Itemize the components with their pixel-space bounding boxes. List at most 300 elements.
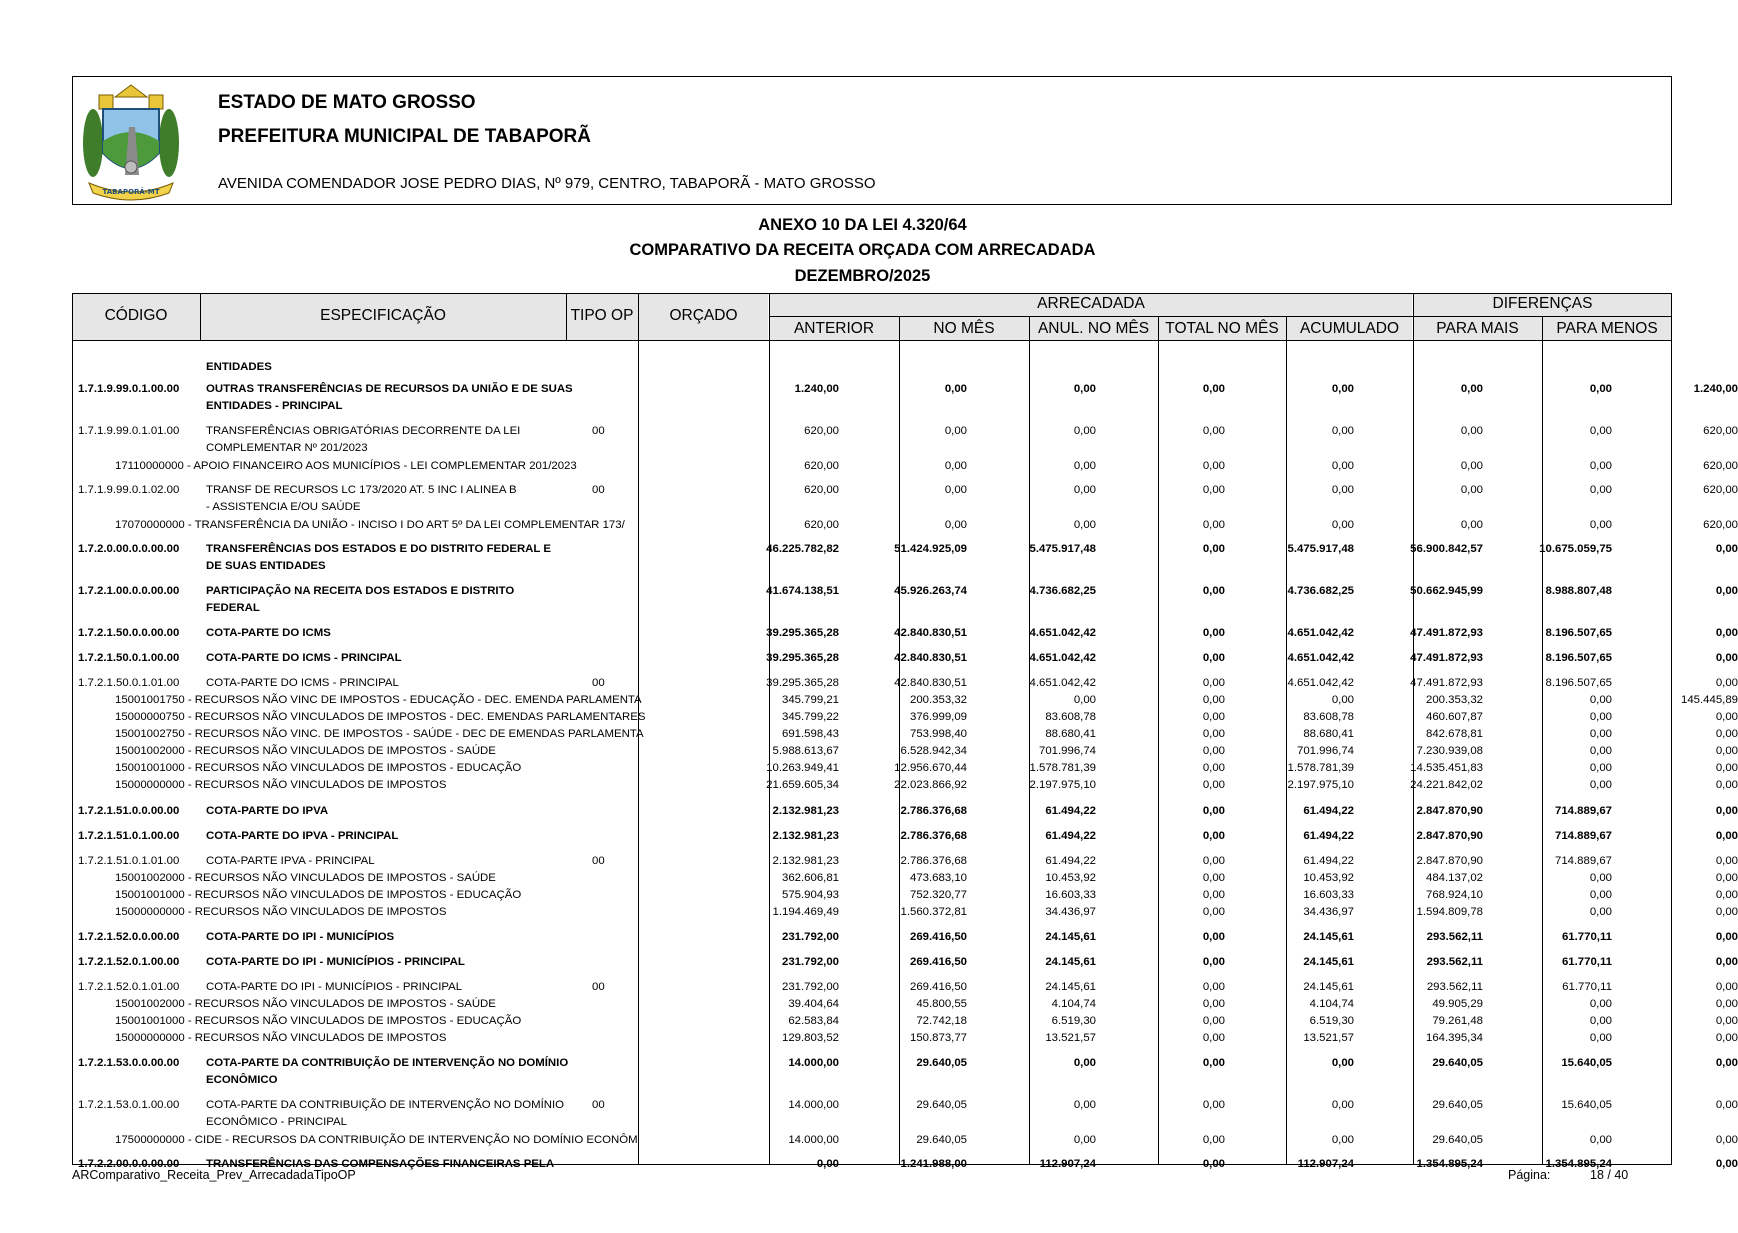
cell-total-no-mes: 0,00 [1331,425,1354,437]
cell-total-no-mes: 0,00 [1331,484,1354,496]
cell-anterior: 72.742,18 [916,1015,967,1027]
row-code: 1.7.2.1.53.0.1.00.00 [78,1099,180,1111]
row-specification-cont: - ASSISTENCIA E/OU SAÚDE [206,501,361,513]
cell-acumulado: 293.562,11 [1426,956,1483,968]
cell-acumulado: 14.535.451,83 [1410,762,1483,774]
cell-anterior: 376.999,09 [909,711,967,723]
cell-total-no-mes: 0,00 [1331,1134,1354,1146]
cell-total-no-mes: 0,00 [1331,460,1354,472]
cell-anul-no-mes: 0,00 [1202,956,1225,968]
cell-no-mes: 13.521,57 [1045,1032,1096,1044]
cell-total-no-mes: 0,00 [1331,694,1354,706]
cell-para-mais: 61.770,11 [1561,956,1612,968]
col-para-menos: PARA MENOS [1556,320,1658,337]
cell-anul-no-mes: 0,00 [1202,543,1225,555]
row-specification: COTA-PARTE IPVA - PRINCIPAL [206,855,375,867]
cell-orcado: 10.263.949,41 [766,762,839,774]
cell-para-menos: 0,00 [1715,585,1738,597]
cell-para-mais: 0,00 [1589,872,1612,884]
prefecture-address: AVENIDA COMENDADOR JOSE PEDRO DIAS, Nº 979, CENTRO, TABAPORÃ - MATO GROSSO [218,175,876,192]
cell-no-mes: 4.736.682,25 [1029,585,1096,597]
state-name: ESTADO DE MATO GROSSO [218,92,476,113]
col-tipo-op: TIPO OP [570,307,634,324]
coat-of-arms-icon [79,83,183,199]
cell-no-mes: 112.907,24 [1039,1158,1096,1170]
cell-para-mais: 0,00 [1589,1015,1612,1027]
cell-para-menos: 0,00 [1715,1158,1738,1170]
fonte-label: 15000000000 - RECURSOS NÃO VINCULADOS DE IMPOSTOS [115,779,447,791]
cell-orcado: 21.659.605,34 [766,779,839,791]
cell-total-no-mes: 0,00 [1331,519,1354,531]
cell-para-menos: 0,00 [1715,1099,1738,1111]
cell-para-menos: 145.445,89 [1680,694,1738,706]
row-specification: COTA-PARTE DO ICMS - PRINCIPAL [206,677,399,689]
cell-para-menos: 0,00 [1715,872,1738,884]
fonte-label: 17500000000 - CIDE - RECURSOS DA CONTRIBUIÇÃO DE INTERVENÇÃO NO DOMÍNIO ECONÔM [115,1134,638,1146]
cell-no-mes: 1.578.781,39 [1029,762,1096,774]
cell-para-mais: 714.889,67 [1554,830,1612,842]
row-specification: COTA-PARTE DA CONTRIBUIÇÃO DE INTERVENÇÃO NO DOMÍNIO [206,1099,564,1111]
cell-orcado: 62.583,84 [788,1015,839,1027]
cell-no-mes: 61.494,22 [1045,830,1096,842]
col-anul-no-mes: ANUL. NO MÊS [1037,320,1150,337]
cell-total-no-mes: 61.494,22 [1303,830,1354,842]
cell-total-no-mes: 83.608,78 [1303,711,1354,723]
row-code: 1.7.1.9.99.0.1.00.00 [78,383,180,395]
row-specification: TRANSFERÊNCIAS OBRIGATÓRIAS DECORRENTE DA LEI [206,425,521,437]
row-code: 1.7.1.9.99.0.1.01.00 [78,425,180,437]
cell-anul-no-mes: 0,00 [1202,484,1225,496]
cell-para-menos: 0,00 [1715,998,1738,1010]
cell-total-no-mes: 24.145,61 [1303,981,1354,993]
cell-acumulado: 164.395,34 [1425,1032,1483,1044]
cell-acumulado: 79.261,48 [1432,1015,1483,1027]
cell-para-mais: 714.889,67 [1554,805,1612,817]
fonte-label: 17070000000 - TRANSFERÊNCIA DA UNIÃO - INCISO I DO ART 5º DA LEI COMPLEMENTAR 173/ [115,519,625,531]
cell-anterior: 269.416,50 [909,981,967,993]
cell-total-no-mes: 34.436,97 [1303,906,1354,918]
cell-no-mes: 24.145,61 [1045,981,1096,993]
cell-para-menos: 0,00 [1715,779,1738,791]
cell-anterior: 45.800,55 [916,998,967,1010]
cell-acumulado: 768.924,10 [1425,889,1483,901]
cell-no-mes: 24.145,61 [1045,931,1096,943]
cell-para-mais: 15.640,05 [1561,1057,1612,1069]
row-specification: COTA-PARTE DO ICMS [206,627,331,639]
cell-acumulado: 293.562,11 [1426,931,1483,943]
cell-anterior: 45.926.263,74 [894,585,967,597]
cell-no-mes: 24.145,61 [1045,956,1096,968]
fonte-label: 15001002000 - RECURSOS NÃO VINCULADOS DE IMPOSTOS - SAÚDE [115,872,496,884]
cell-orcado: 691.598,43 [781,728,839,740]
cell-para-menos: 0,00 [1715,931,1738,943]
cell-para-menos: 0,00 [1715,543,1738,555]
cell-anterior: 0,00 [944,484,967,496]
cell-anterior: 200.353,32 [909,694,967,706]
cell-para-mais: 0,00 [1589,425,1612,437]
cell-anterior: 752.320,77 [909,889,967,901]
cell-no-mes: 61.494,22 [1045,805,1096,817]
cell-total-no-mes: 4.104,74 [1309,998,1354,1010]
cell-orcado: 2.132.981,23 [772,805,839,817]
row-code: 1.7.2.1.52.0.0.00.00 [78,931,180,943]
row-specification-cont: FEDERAL [206,602,260,614]
cell-para-mais: 0,00 [1589,762,1612,774]
cell-no-mes: 34.436,97 [1045,906,1096,918]
cell-para-mais: 0,00 [1589,484,1612,496]
cell-total-no-mes: 61.494,22 [1303,805,1354,817]
cell-no-mes: 701.996,74 [1038,745,1096,757]
cell-orcado: 231.792,00 [781,956,839,968]
cell-anul-no-mes: 0,00 [1202,1099,1225,1111]
cell-para-menos: 0,00 [1715,1057,1738,1069]
cell-orcado: 345.799,21 [781,694,839,706]
cell-orcado: 1.240,00 [794,383,839,395]
row-code: 1.7.2.2.00.0.0.00.00 [78,1158,180,1170]
cell-anterior: 2.786.376,68 [900,855,967,867]
cell-anterior: 12.956.670,44 [894,762,967,774]
cell-anul-no-mes: 0,00 [1202,745,1225,757]
row-code: 1.7.2.1.52.0.1.00.00 [78,956,180,968]
cell-acumulado: 0,00 [1460,425,1483,437]
cell-anterior: 473.683,10 [909,872,967,884]
col-orcado: ORÇADO [669,307,738,324]
row-code: 1.7.2.1.51.0.1.00.00 [78,830,180,842]
cell-acumulado: 49.905,29 [1432,998,1483,1010]
report-subtitle: COMPARATIVO DA RECEITA ORÇADA COM ARRECADADA [629,241,1096,259]
cell-para-mais: 8.196.507,65 [1545,627,1612,639]
cell-acumulado: 0,00 [1460,460,1483,472]
cell-no-mes: 0,00 [1073,383,1096,395]
cell-orcado: 620,00 [804,460,839,472]
cell-orcado: 41.674.138,51 [766,585,839,597]
cell-anul-no-mes: 0,00 [1202,585,1225,597]
cell-orcado: 14.000,00 [788,1057,839,1069]
cell-orcado: 14.000,00 [788,1099,839,1111]
cell-acumulado: 47.491.872,93 [1410,677,1483,689]
cell-anterior: 2.786.376,68 [900,830,967,842]
cell-no-mes: 0,00 [1073,484,1096,496]
cell-total-no-mes: 4.651.042,42 [1287,677,1354,689]
cell-orcado: 620,00 [804,425,839,437]
cell-acumulado: 2.847.870,90 [1416,855,1483,867]
cell-orcado: 231.792,00 [781,931,839,943]
cell-acumulado: 0,00 [1460,484,1483,496]
cell-total-no-mes: 5.475.917,48 [1287,543,1354,555]
cell-no-mes: 0,00 [1073,519,1096,531]
cell-no-mes: 0,00 [1073,1099,1096,1111]
cell-anul-no-mes: 0,00 [1202,805,1225,817]
cell-para-menos: 0,00 [1715,1032,1738,1044]
row-code: 1.7.2.1.00.0.0.00.00 [78,585,180,597]
cell-anul-no-mes: 0,00 [1202,652,1225,664]
cell-orcado: 362.606,81 [781,872,839,884]
cell-acumulado: 50.662.945,99 [1410,585,1483,597]
cell-orcado: 39.404,64 [788,998,839,1010]
fonte-label: 15001001000 - RECURSOS NÃO VINCULADOS DE IMPOSTOS - EDUCAÇÃO [115,1015,522,1027]
cell-acumulado: 484.137,02 [1425,872,1483,884]
cell-no-mes: 4.651.042,42 [1029,627,1096,639]
cell-para-mais: 15.640,05 [1561,1099,1612,1111]
page-number: 18 / 40 [1590,1168,1629,1182]
row-code: 1.7.2.1.51.0.1.01.00 [78,855,180,867]
cell-no-mes: 61.494,22 [1045,855,1096,867]
cell-orcado: 39.295.365,28 [766,627,839,639]
cell-acumulado: 842.678,81 [1425,728,1483,740]
row-tipo-op: 00 [592,677,605,689]
cell-no-mes: 16.603,33 [1045,889,1096,901]
page-label: Página: [1508,1168,1551,1182]
cell-acumulado: 0,00 [1460,519,1483,531]
row-specification: COTA-PARTE DO IPI - MUNICÍPIOS - PRINCIPAL [206,981,463,993]
fonte-label: 15000000750 - RECURSOS NÃO VINCULADOS DE IMPOSTOS - DEC. EMENDAS PARLAMENTARES [115,711,646,723]
cell-anterior: 0,00 [944,460,967,472]
cell-anul-no-mes: 0,00 [1202,519,1225,531]
cell-orcado: 2.132.981,23 [772,830,839,842]
cell-para-menos: 0,00 [1715,728,1738,740]
cell-para-menos: 0,00 [1715,762,1738,774]
cell-anul-no-mes: 0,00 [1202,677,1225,689]
row-specification-cont: COMPLEMENTAR Nº 201/2023 [206,442,368,454]
cell-orcado: 620,00 [804,519,839,531]
col-especificacao: ESPECIFICAÇÃO [320,307,446,324]
cell-anul-no-mes: 0,00 [1202,830,1225,842]
fonte-label: 15001002000 - RECURSOS NÃO VINCULADOS DE IMPOSTOS - SAÚDE [115,998,496,1010]
cell-acumulado: 293.562,11 [1426,981,1483,993]
row-code: 1.7.2.1.50.0.1.00.00 [78,652,180,664]
cell-anul-no-mes: 0,00 [1202,425,1225,437]
cell-para-menos: 0,00 [1715,956,1738,968]
cell-anul-no-mes: 0,00 [1202,981,1225,993]
cell-acumulado: 56.900.842,57 [1410,543,1483,555]
row-code: 1.7.2.1.50.0.1.01.00 [78,677,180,689]
cell-para-mais: 0,00 [1589,779,1612,791]
cell-para-menos: 0,00 [1715,1015,1738,1027]
cell-total-no-mes: 2.197.975,10 [1287,779,1354,791]
cell-anterior: 2.786.376,68 [900,805,967,817]
cell-anterior: 42.840.830,51 [894,652,967,664]
cell-anul-no-mes: 0,00 [1202,383,1225,395]
cell-orcado: 620,00 [804,484,839,496]
cell-anul-no-mes: 0,00 [1202,872,1225,884]
cell-anterior: 0,00 [944,425,967,437]
report-period: DEZEMBRO/2025 [794,267,931,285]
cell-para-mais: 0,00 [1589,889,1612,901]
cell-para-menos: 0,00 [1715,745,1738,757]
cell-total-no-mes: 4.651.042,42 [1287,627,1354,639]
cell-para-mais: 8.988.807,48 [1545,585,1612,597]
row-specification: ENTIDADES [206,361,272,373]
col-codigo: CÓDIGO [104,307,168,324]
cell-acumulado: 47.491.872,93 [1410,627,1483,639]
row-code: 1.7.1.9.99.0.1.02.00 [78,484,180,496]
cell-no-mes: 4.104,74 [1051,998,1096,1010]
cell-anterior: 22.023.866,92 [894,779,967,791]
cell-total-no-mes: 88.680,41 [1303,728,1354,740]
cell-acumulado: 0,00 [1460,383,1483,395]
fonte-label: 15001001000 - RECURSOS NÃO VINCULADOS DE IMPOSTOS - EDUCAÇÃO [115,762,522,774]
cell-para-mais: 0,00 [1589,906,1612,918]
cell-acumulado: 1.594.809,78 [1416,906,1483,918]
row-tipo-op: 00 [592,1099,605,1111]
row-tipo-op: 00 [592,981,605,993]
cell-no-mes: 2.197.975,10 [1029,779,1096,791]
cell-para-menos: 0,00 [1715,981,1738,993]
cell-anul-no-mes: 0,00 [1202,627,1225,639]
cell-anterior: 1.241.988,00 [900,1158,967,1170]
cell-total-no-mes: 24.145,61 [1303,931,1354,943]
cell-para-menos: 620,00 [1703,425,1738,437]
cell-anterior: 29.640,05 [916,1057,967,1069]
cell-para-menos: 0,00 [1715,830,1738,842]
fonte-label: 15001002000 - RECURSOS NÃO VINCULADOS DE IMPOSTOS - SAÚDE [115,745,496,757]
row-specification: COTA-PARTE DO IPI - MUNICÍPIOS [206,931,395,943]
cell-no-mes: 4.651.042,42 [1029,652,1096,664]
cell-anterior: 29.640,05 [916,1099,967,1111]
cell-no-mes: 83.608,78 [1045,711,1096,723]
cell-orcado: 2.132.981,23 [772,855,839,867]
cell-para-menos: 620,00 [1703,460,1738,472]
cell-para-mais: 8.196.507,65 [1545,652,1612,664]
cell-para-mais: 0,00 [1589,1032,1612,1044]
row-specification: TRANSFERÊNCIAS DAS COMPENSAÇÕES FINANCEIRAS PELA [206,1158,555,1170]
row-code: 1.7.2.1.53.0.0.00.00 [78,1057,180,1069]
cell-para-mais: 0,00 [1589,460,1612,472]
cell-no-mes: 0,00 [1073,1134,1096,1146]
cell-para-mais: 61.770,11 [1561,931,1612,943]
row-tipo-op: 00 [592,855,605,867]
cell-orcado: 345.799,22 [781,711,839,723]
cell-orcado: 39.295.365,28 [766,677,839,689]
col-total-no-mes: TOTAL NO MÊS [1165,320,1279,337]
prefecture-name: PREFEITURA MUNICIPAL DE TABAPORÃ [218,126,591,147]
row-specification-cont: ENTIDADES - PRINCIPAL [206,400,343,412]
cell-total-no-mes: 10.453,92 [1303,872,1354,884]
cell-total-no-mes: 16.603,33 [1303,889,1354,901]
cell-total-no-mes: 112.907,24 [1297,1158,1354,1170]
cell-anterior: 150.873,77 [909,1032,967,1044]
row-tipo-op: 00 [592,484,605,496]
cell-para-menos: 0,00 [1715,711,1738,723]
cell-orcado: 575.904,93 [781,889,839,901]
cell-acumulado: 47.491.872,93 [1410,652,1483,664]
cell-orcado: 0,00 [816,1158,839,1170]
cell-orcado: 14.000,00 [788,1134,839,1146]
table-body [72,340,1738,1170]
cell-acumulado: 29.640,05 [1432,1134,1483,1146]
row-code: 1.7.2.1.50.0.0.00.00 [78,627,180,639]
row-code: 1.7.2.0.00.0.0.00.00 [78,543,180,555]
cell-anterior: 6.528.942,34 [900,745,967,757]
cell-para-menos: 0,00 [1715,677,1738,689]
cell-para-mais: 0,00 [1589,728,1612,740]
fonte-label: 15000000000 - RECURSOS NÃO VINCULADOS DE IMPOSTOS [115,1032,447,1044]
cell-total-no-mes: 6.519,30 [1309,1015,1354,1027]
cell-anul-no-mes: 0,00 [1202,1015,1225,1027]
cell-orcado: 39.295.365,28 [766,652,839,664]
cell-anul-no-mes: 0,00 [1202,728,1225,740]
cell-total-no-mes: 1.578.781,39 [1287,762,1354,774]
fonte-label: 15001002750 - RECURSOS NÃO VINC. DE IMPOSTOS - SAÚDE - DEC DE EMENDAS PARLAMENTA [115,728,644,740]
cell-acumulado: 460.607,87 [1425,711,1483,723]
cell-orcado: 231.792,00 [781,981,839,993]
cell-para-menos: 0,00 [1715,1134,1738,1146]
cell-para-menos: 620,00 [1703,484,1738,496]
cell-anterior: 42.840.830,51 [894,627,967,639]
cell-para-mais: 1.354.895,24 [1545,1158,1612,1170]
cell-acumulado: 2.847.870,90 [1416,830,1483,842]
fonte-label: 15001001750 - RECURSOS NÃO VINC DE IMPOSTOS - EDUCAÇÃO - DEC. EMENDA PARLAMENTA [115,694,642,706]
cell-no-mes: 10.453,92 [1045,872,1096,884]
cell-anul-no-mes: 0,00 [1202,1158,1225,1170]
cell-total-no-mes: 61.494,22 [1303,855,1354,867]
cell-para-menos: 0,00 [1715,652,1738,664]
cell-anul-no-mes: 0,00 [1202,1134,1225,1146]
cell-para-mais: 61.770,11 [1562,981,1612,993]
cell-anterior: 269.416,50 [909,956,967,968]
cell-total-no-mes: 4.736.682,25 [1287,585,1354,597]
cell-anterior: 269.416,50 [909,931,967,943]
cell-acumulado: 1.354.895,24 [1416,1158,1483,1170]
row-specification: TRANSF DE RECURSOS LC 173/2020 AT. 5 INC I ALINEA B [206,484,517,496]
cell-anul-no-mes: 0,00 [1202,855,1225,867]
cell-anul-no-mes: 0,00 [1202,906,1225,918]
cell-para-mais: 8.196.507,65 [1545,677,1612,689]
cell-total-no-mes: 13.521,57 [1303,1032,1354,1044]
cell-anul-no-mes: 0,00 [1202,931,1225,943]
row-specification-cont: ECONÔMICO - PRINCIPAL [206,1116,347,1128]
col-no-mes: NO MÊS [933,320,995,337]
cell-acumulado: 7.230.939,08 [1416,745,1483,757]
row-tipo-op: 00 [592,425,605,437]
row-specification: COTA-PARTE DO IPI - MUNICÍPIOS - PRINCIPAL [206,956,465,968]
cell-acumulado: 200.353,32 [1425,694,1483,706]
col-para-mais: PARA MAIS [1436,320,1519,337]
cell-anterior: 42.840.830,51 [894,677,967,689]
cell-no-mes: 0,00 [1073,694,1096,706]
cell-para-menos: 1.240,00 [1693,383,1738,395]
cell-para-menos: 620,00 [1703,519,1738,531]
cell-no-mes: 0,00 [1073,425,1096,437]
cell-acumulado: 2.847.870,90 [1416,805,1483,817]
cell-anterior: 0,00 [944,519,967,531]
cell-para-mais: 0,00 [1589,383,1612,395]
row-code: 1.7.2.1.52.0.1.01.00 [78,981,180,993]
cell-orcado: 1.194.469,49 [772,906,839,918]
cell-anul-no-mes: 0,00 [1202,460,1225,472]
cell-total-no-mes: 0,00 [1331,1099,1354,1111]
cell-para-mais: 0,00 [1589,711,1612,723]
cell-orcado: 46.225.782,82 [766,543,839,555]
cell-para-mais: 10.675.059,75 [1539,543,1612,555]
cell-para-mais: 0,00 [1589,519,1612,531]
cell-anterior: 0,00 [944,383,967,395]
cell-no-mes: 0,00 [1073,1057,1096,1069]
cell-para-menos: 0,00 [1715,889,1738,901]
cell-anul-no-mes: 0,00 [1202,762,1225,774]
cell-anul-no-mes: 0,00 [1202,779,1225,791]
fonte-label: 15000000000 - RECURSOS NÃO VINCULADOS DE IMPOSTOS [115,906,447,918]
cell-acumulado: 29.640,05 [1432,1057,1483,1069]
row-specification: COTA-PARTE DA CONTRIBUIÇÃO DE INTERVENÇÃO NO DOMÍNIO [206,1057,569,1069]
cell-anul-no-mes: 0,00 [1202,711,1225,723]
report-id: ARComparativo_Receita_Prev_ArrecadadaTipoOP [72,1168,356,1182]
cell-anul-no-mes: 0,00 [1202,889,1225,901]
row-specification: COTA-PARTE DO IPVA [206,805,329,817]
cell-orcado: 129.803,52 [781,1032,839,1044]
cell-anul-no-mes: 0,00 [1202,694,1225,706]
cell-no-mes: 4.651.042,42 [1029,677,1096,689]
